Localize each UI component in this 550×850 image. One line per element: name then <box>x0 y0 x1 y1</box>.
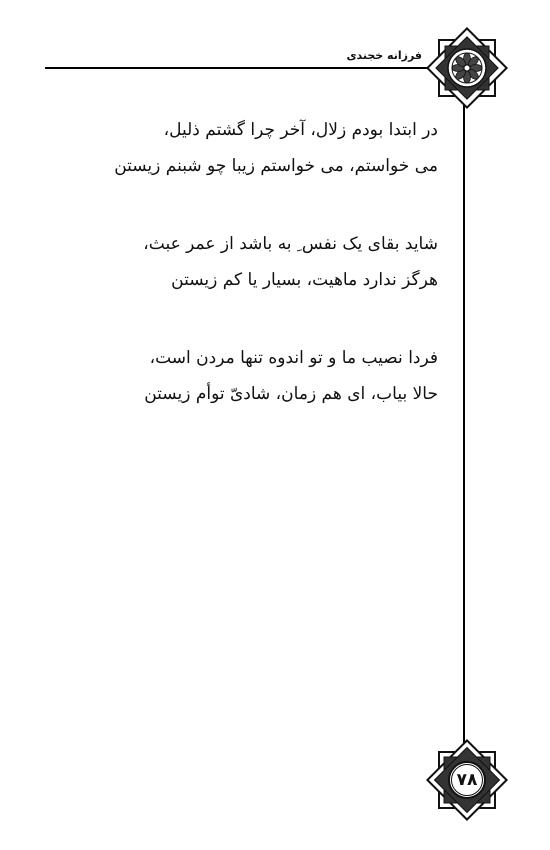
running-title: فرزانه خجندی <box>346 49 422 62</box>
rosette-ornament-icon <box>425 26 509 110</box>
stanza <box>108 226 438 298</box>
stanza <box>108 112 438 184</box>
page-number: ۷۸ <box>456 770 478 790</box>
verse-line: می خواستم، می خواستم زیبا چو شبنم زیستن <box>114 156 438 176</box>
verse-line: حالا بیاب، ای هم زمان، شادیّ توأم زیستن <box>144 384 438 404</box>
verse-line: فردا نصیب ما و تو اندوه تنها مردن است، <box>149 348 438 368</box>
margin-rule <box>463 68 465 778</box>
verse-line: هرگز ندارد ماهیت، بسیار یا کم زیستن <box>171 270 438 290</box>
header-rule <box>45 67 465 69</box>
verse-line: شاید بقای یک نفس ِ به باشد از عمر عبث، <box>143 234 438 254</box>
verse-line: در ابتدا بودم زلال، آخر چرا گشتم ذلیل، <box>163 120 438 140</box>
stanza <box>108 340 438 412</box>
poem-body <box>108 112 438 454</box>
